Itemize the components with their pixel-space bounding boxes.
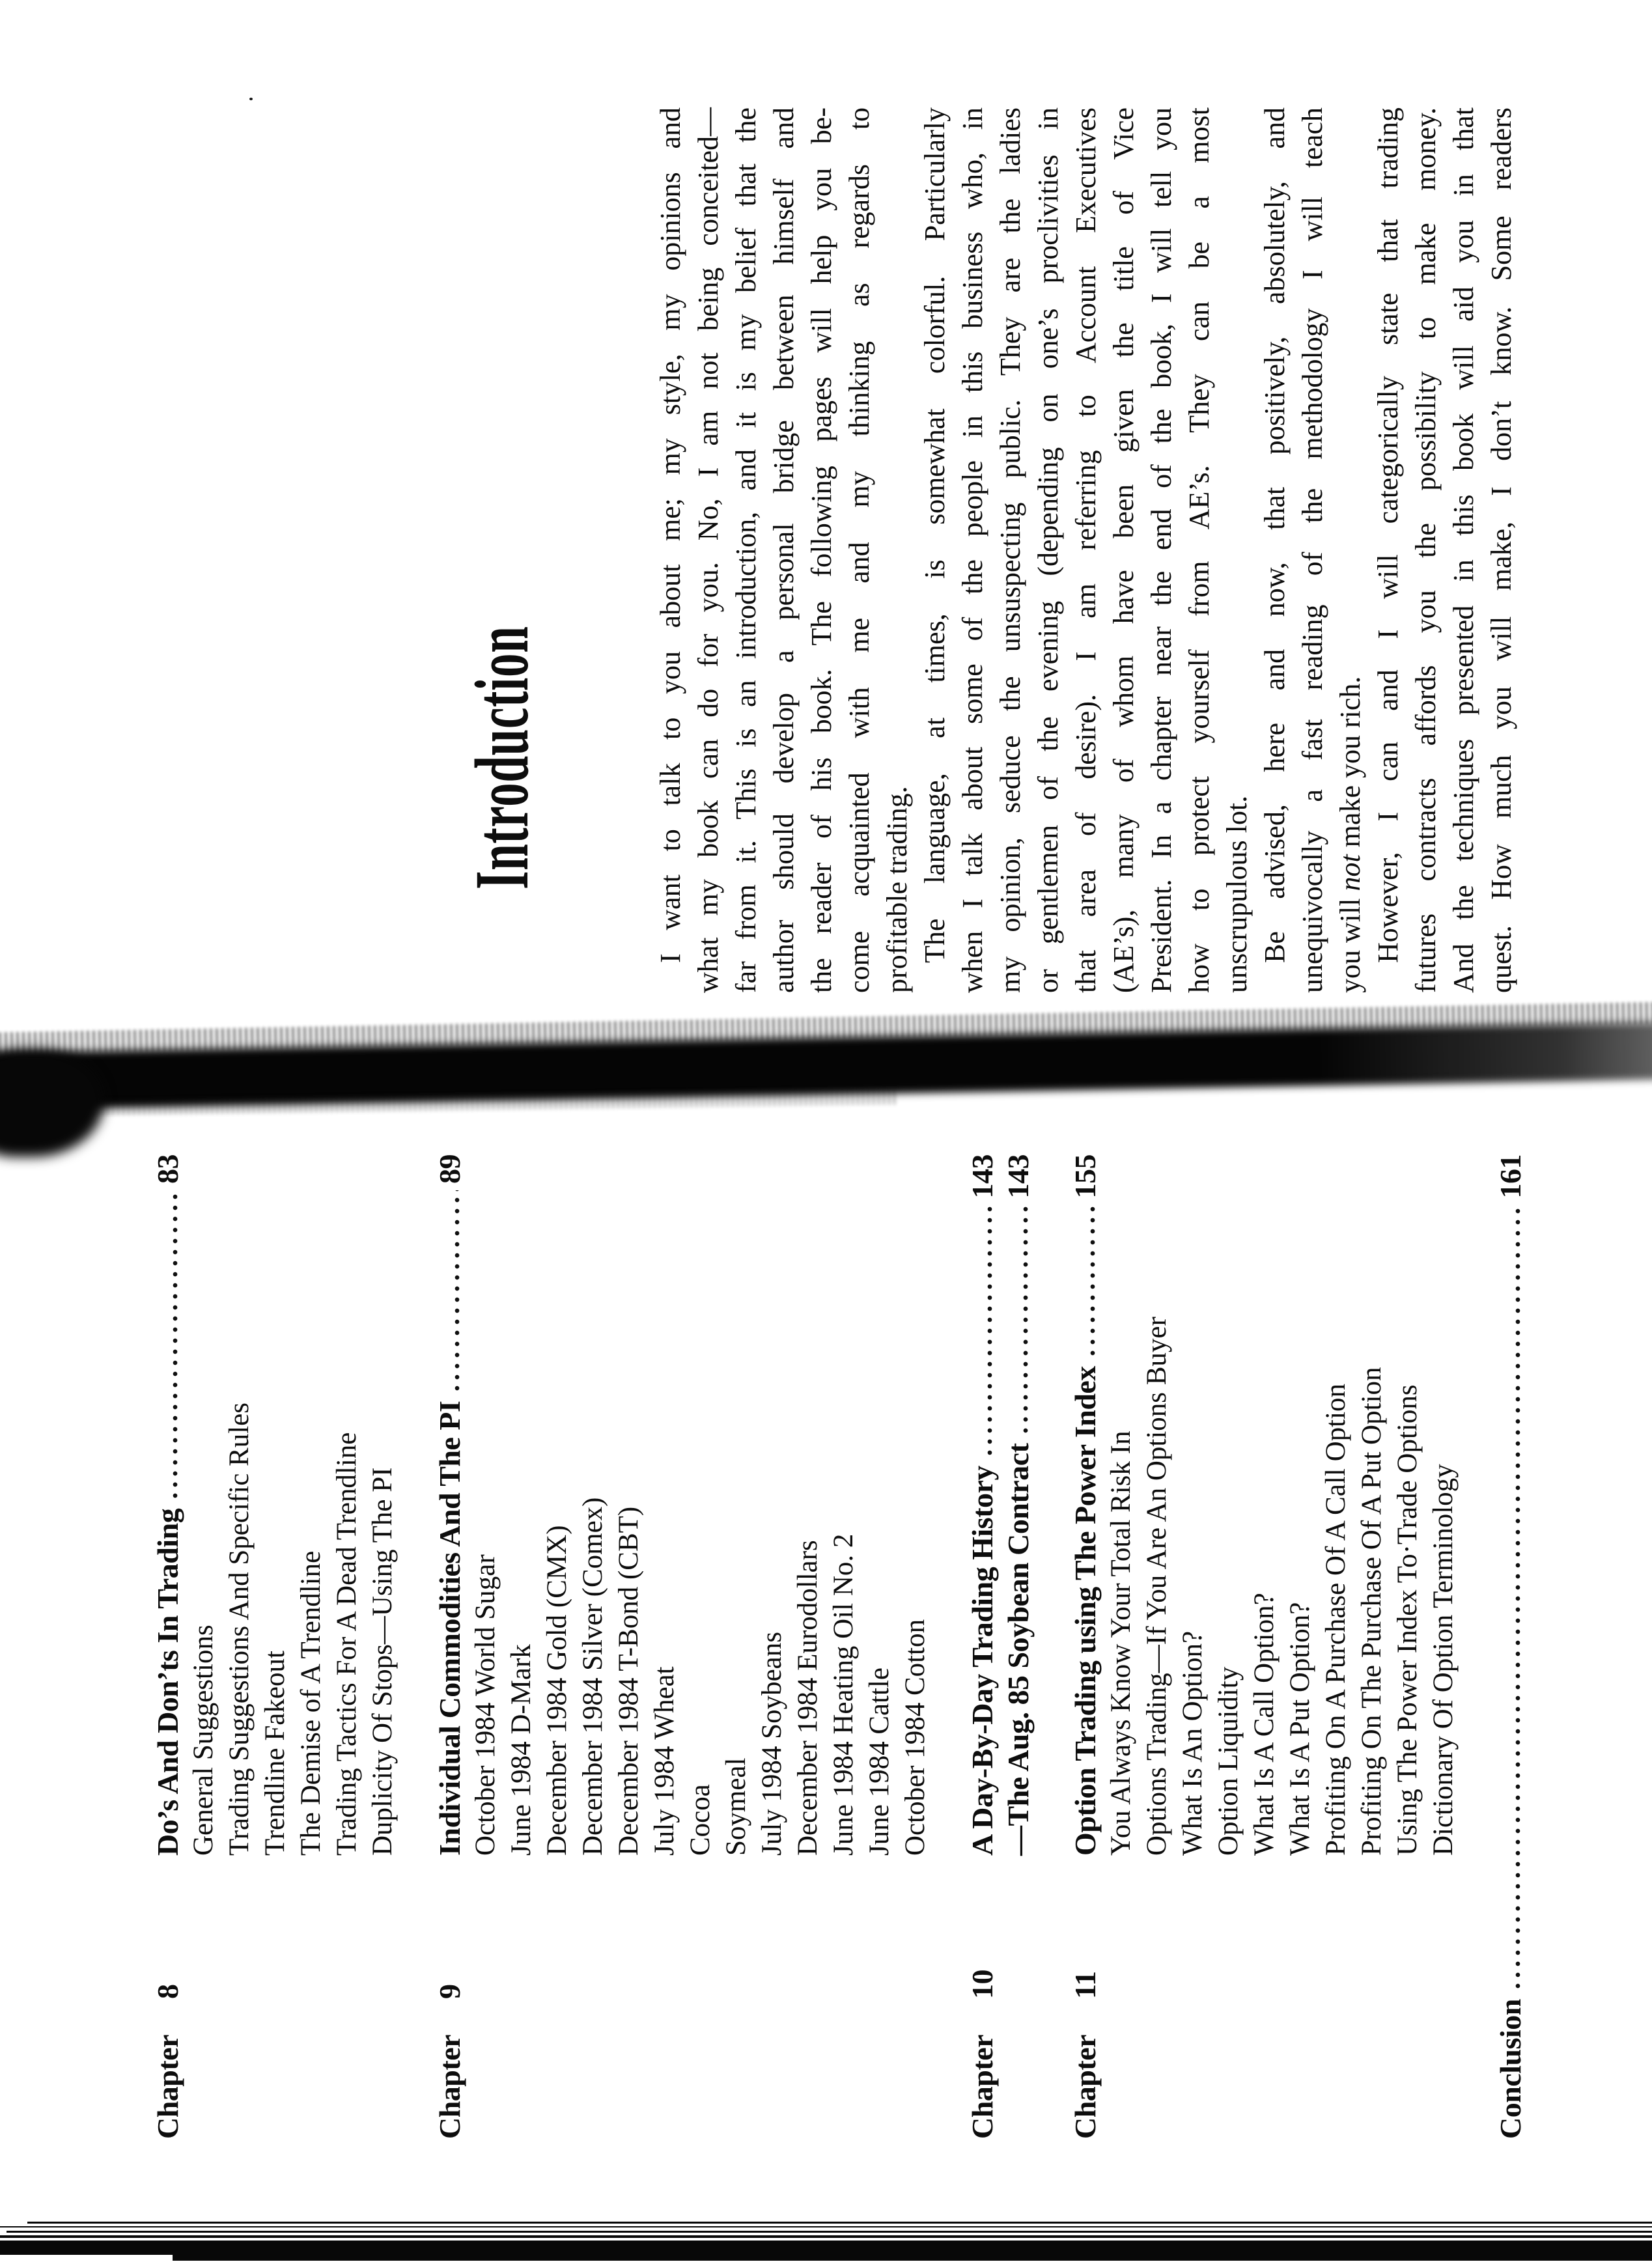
intro-text-line: futures contracts affords you the possibility to make money. <box>1410 107 1442 993</box>
toc-chapter-title: Option Trading using The Power Index <box>1069 1366 1102 1856</box>
toc-entry-line <box>754 1154 790 2139</box>
toc-leader-dots <box>453 1190 461 1391</box>
intro-text-line: how to protect yourself from AE’s. They can be a most <box>1183 107 1215 993</box>
toc-entry-line <box>826 1154 861 2139</box>
scan-speck <box>249 98 253 100</box>
toc-entry-line <box>1282 1154 1318 2139</box>
toc-entry-text: December 1984 T-Bond (CBT) <box>613 1506 644 1856</box>
page-edge-band <box>173 2255 1652 2261</box>
toc-entry-line <box>682 1154 718 2139</box>
toc-page-number: 161 <box>1494 1154 1527 1199</box>
intro-text-line: come acquainted with me and my thinking as regards to <box>843 107 875 993</box>
page-edge-line <box>0 2235 1652 2238</box>
toc-leader-dots <box>1089 1205 1097 1356</box>
toc-entry-text: Trendline Fakeout <box>260 1651 290 1856</box>
toc-chapter-line <box>150 1154 186 2139</box>
toc-chapter-line <box>1000 1154 1036 2139</box>
toc-entry-line <box>1139 1154 1175 2139</box>
intro-text-line: President. In a chapter near the end of the book, I will tell you <box>1145 107 1177 993</box>
toc-entry-line <box>1246 1154 1282 2139</box>
toc-entry-line <box>293 1154 329 2139</box>
intro-text-line: However, I can and I will categorically state that trading <box>1372 107 1404 963</box>
toc-page-number: 89 <box>433 1154 466 1184</box>
toc-entry-text: Trading Tactics For A Dead Trendline <box>331 1432 362 1856</box>
toc-leader-dots <box>171 1190 179 1498</box>
toc-entry-line <box>790 1154 826 2139</box>
toc-page <box>119 1154 1528 2139</box>
toc-entry-text: December 1984 Eurodollars <box>792 1540 823 1856</box>
toc-page-number: 83 <box>151 1154 184 1184</box>
toc-chapter-number: 9 <box>433 1984 466 1999</box>
toc-chapter-line <box>1067 1154 1103 2139</box>
intro-text-line: And the techniques presented in this book will aid you in that <box>1448 107 1479 993</box>
toc-entry-line <box>718 1154 754 2139</box>
page-edge-line <box>7 2231 1652 2233</box>
toc-entry-line <box>1318 1154 1354 2139</box>
toc-entry-text: October 1984 Cotton <box>900 1619 931 1856</box>
toc-entry-text: You Always Know Your Total Risk In <box>1106 1431 1136 1856</box>
toc-chapter-number: 10 <box>966 1969 999 1999</box>
toc-entry-line <box>221 1154 257 2139</box>
italic-text: not <box>1334 854 1366 891</box>
page-edge-band <box>0 2241 1652 2255</box>
toc-entry-line <box>1103 1154 1139 2139</box>
toc-entry-line <box>647 1154 682 2139</box>
toc-entry-text: June 1984 D-Mark <box>506 1644 537 1856</box>
toc-entry-text: December 1984 Silver (Comex) <box>578 1497 608 1856</box>
toc-entry-text: General Suggestions <box>188 1625 219 1856</box>
toc-chapter-label <box>150 1856 186 2139</box>
toc-chapter-line <box>964 1154 1000 2139</box>
intro-page-title: Introduction <box>459 626 544 889</box>
toc-chapter-subtitle: —The Aug. 85 Soybean Contract <box>1001 1443 1035 1856</box>
intro-text-line: my opinion, seduce the unsuspecting public. They are the ladies <box>994 107 1026 993</box>
toc-entry-text: Profiting On A Purchase Of A Call Option <box>1321 1383 1351 1856</box>
toc-entry-text: Dictionary Of Option Terminology <box>1428 1464 1459 1856</box>
toc-entry-text: July 1984 Wheat <box>649 1666 680 1856</box>
toc-chapter-label <box>964 1856 1000 2139</box>
toc-entry-text: Using The Power Index To·Trade Options <box>1392 1384 1423 1856</box>
intro-text-line: when I talk about some of the people in this business who, in <box>957 107 988 993</box>
toc-conclusion-title: Conclusion <box>1494 1999 1527 2139</box>
toc-entry-line <box>861 1154 897 2139</box>
page-edge-line <box>27 2222 1652 2224</box>
toc-entry-text: What Is An Option? <box>1177 1630 1208 1856</box>
toc-chapter-line <box>1492 1154 1528 2139</box>
toc-chapter-word: Chapter <box>1069 2034 1102 2139</box>
intro-text-line: unequivocally a fast reading of the methodology I will teach <box>1296 107 1328 993</box>
toc-leader-dots <box>1514 1205 1522 1989</box>
intro-text-line: quest. How much you will make, I don’t know. Some readers <box>1485 107 1517 993</box>
toc-entry-text: Trading Suggestions And Specific Rules <box>224 1403 255 1856</box>
toc-chapter-number: 11 <box>1069 1971 1102 1999</box>
intro-page-body <box>652 107 1520 993</box>
toc-entry-line <box>468 1154 503 2139</box>
intro-text-line: (AE’s), many of whom have been given the title of Vice <box>1108 107 1140 993</box>
intro-text-line: profitable trading. <box>881 786 913 993</box>
toc-entry-text: Cocoa <box>685 1784 716 1856</box>
toc-entry-line <box>611 1154 647 2139</box>
toc-entry-line <box>1390 1154 1425 2139</box>
toc-entry-line <box>539 1154 575 2139</box>
toc-entry-text: The Demise of A Trendline <box>296 1550 326 1856</box>
toc-entry-text: Duplicity Of Stops—Using The PI <box>367 1467 398 1856</box>
toc-entry-line <box>1354 1154 1390 2139</box>
intro-text-line: the reader of his book. The following pages will help you be- <box>805 107 837 993</box>
toc-leader-dots <box>986 1205 994 1456</box>
toc-entry-line <box>1211 1154 1246 2139</box>
toc-chapter-word: Chapter <box>433 2034 466 2139</box>
intro-text-line: or gentlemen of the evening (depending on one’s proclivities in <box>1032 107 1064 993</box>
intro-text-line: Be advised, here and now, that positively, absolutely, and <box>1259 107 1291 963</box>
toc-entry-text: Options Trading—If You Are An Options Buyer <box>1141 1317 1172 1856</box>
intro-text-line: author should develop a personal bridge between himself and <box>768 107 800 993</box>
toc-chapter-word: Chapter <box>151 2034 184 2139</box>
toc-chapter-line <box>432 1154 468 2139</box>
toc-chapter-word: Chapter <box>966 2034 999 2139</box>
intro-text-line: what my book can do for you. No, I am not being conceited— <box>692 107 724 993</box>
toc-chapter-title: Do’s And Don’ts In Trading <box>151 1508 184 1856</box>
toc-entry-line <box>186 1154 221 2139</box>
toc-entry-text: June 1984 Heating Oil No. 2 <box>828 1533 859 1856</box>
toc-chapter-label <box>432 1856 468 2139</box>
toc-entry-line <box>329 1154 365 2139</box>
intro-text-line: unscrupulous lot. <box>1221 795 1253 993</box>
toc-entry-text: Soymeal <box>721 1757 751 1856</box>
toc-entry-line <box>257 1154 293 2139</box>
page-edge-line <box>0 2226 1652 2227</box>
toc-entry-line <box>1175 1154 1211 2139</box>
toc-entry-text: What Is A Call Option? <box>1249 1593 1280 1856</box>
toc-entry-text: June 1984 Cattle <box>864 1667 895 1856</box>
toc-entry-text: October 1984 World Sugar <box>470 1554 501 1856</box>
toc-page-number: 143 <box>966 1154 999 1199</box>
toc-entry-line <box>575 1154 611 2139</box>
toc-entry-text: What Is A Put Option? <box>1285 1602 1315 1856</box>
toc-entry-text: July 1984 Soybeans <box>757 1632 787 1856</box>
toc-page-number: 155 <box>1069 1154 1102 1199</box>
intro-text-line: I want to talk to you about me; my style, my opinions and <box>654 107 686 963</box>
toc-chapter-title: Individual Commodities And The PI <box>433 1401 466 1856</box>
toc-entry-line <box>897 1154 933 2139</box>
toc-entry-text: Profiting On The Purchase Of A Put Option <box>1356 1367 1387 1856</box>
toc-entry-line <box>1425 1154 1461 2139</box>
toc-entry-text: December 1984 Gold (CMX) <box>542 1525 572 1856</box>
intro-text-line: that area of desire). I am referring to Account Executives <box>1070 107 1102 993</box>
toc-entry-text: Option Liquidity <box>1213 1666 1244 1856</box>
intro-text-line: far from it. This is an introduction, and it is my belief that the <box>730 107 762 993</box>
toc-entry-line <box>365 1154 400 2139</box>
intro-text-line: The language, at times, is somewhat colorful. Particularly <box>919 107 951 963</box>
toc-chapter-number: 8 <box>151 1984 184 1999</box>
toc-chapter-title: A Day-By-Day Trading History <box>966 1466 999 1856</box>
toc-page-number: 143 <box>1001 1154 1035 1199</box>
toc-leader-dots <box>1022 1205 1029 1433</box>
toc-chapter-label <box>1067 1856 1103 2139</box>
toc-entry-line <box>503 1154 539 2139</box>
intro-text-line: you will not make you rich. <box>1334 676 1366 993</box>
